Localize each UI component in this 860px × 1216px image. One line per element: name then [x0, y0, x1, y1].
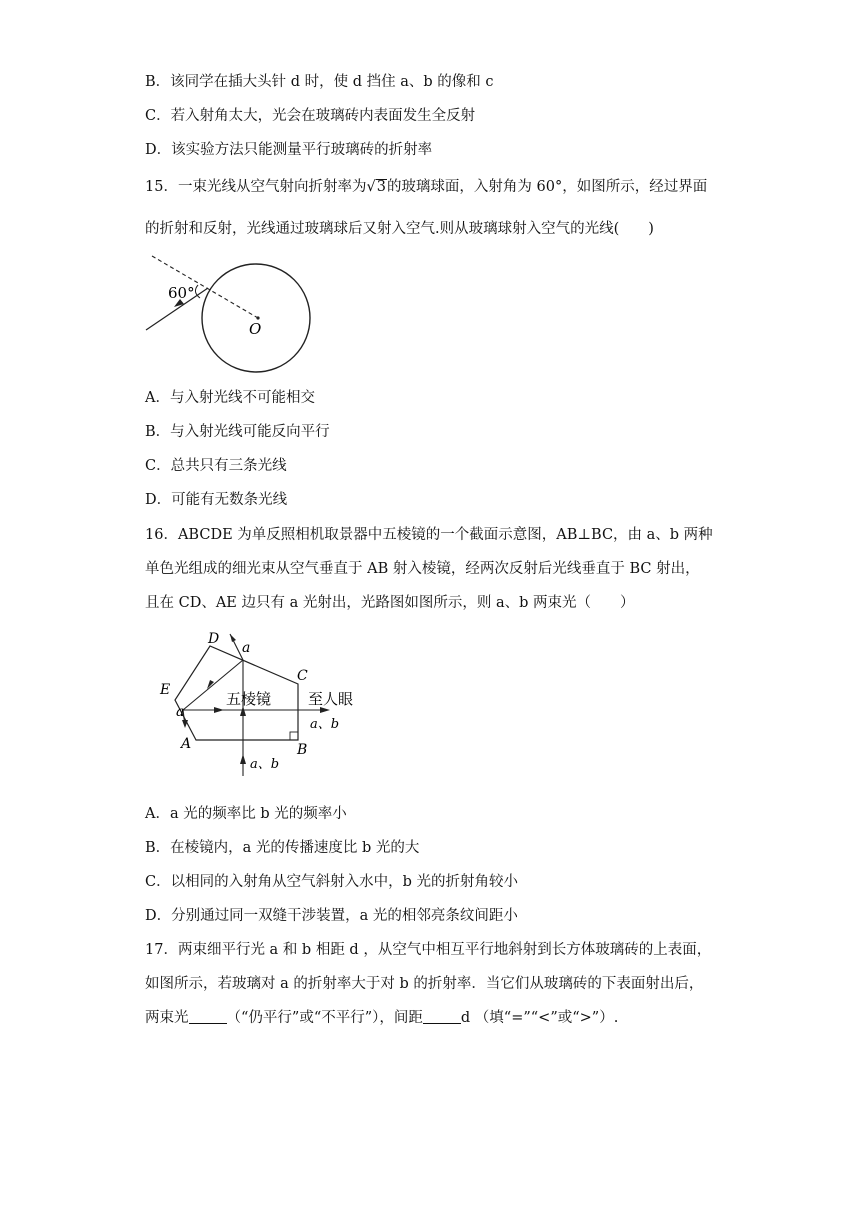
q16-stem-line2: 单色光组成的细光束从空气垂直于 AB 射入棱镜，经两次反射后光线垂直于 BC 射出， — [145, 561, 700, 577]
vertex-a-label: A — [181, 736, 192, 752]
q15-option-c: C．总共只有三条光线 — [145, 458, 287, 474]
q15-option-d: D．可能有无数条光线 — [145, 492, 288, 508]
answer-blank-2[interactable] — [423, 1009, 461, 1024]
ray-a-left-label: a — [176, 704, 185, 720]
arrow-up-bottom-icon — [240, 754, 246, 764]
q17-text-a: 两束光 — [145, 1010, 189, 1026]
glass-sphere — [202, 264, 310, 372]
answer-blank-1[interactable] — [189, 1009, 227, 1024]
q14-option-b: B．该同学在插大头针 d 时，使 d 挡住 a、b 的像和 c — [145, 74, 494, 90]
sqrt-radicand: 3 — [376, 179, 386, 195]
q14-option-c: C．若入射角太大，光会在玻璃砖内表面发生全反射 — [145, 108, 476, 124]
q15-option-a: A．与入射光线不可能相交 — [145, 390, 315, 406]
q17-stem-line2: 如图所示，若玻璃对 a 的折射率大于对 b 的折射率．当它们从玻璃砖的下表面射出后， — [145, 976, 704, 992]
q16-option-c: C．以相同的入射角从空气斜射入水中，b 光的折射角较小 — [145, 874, 518, 890]
q16-stem-line3: 且在 CD、AE 边只有 a 光射出，光路图如图所示，则 a、b 两束光（ ） — [145, 595, 635, 611]
center-label: O — [249, 320, 262, 338]
q15-figure — [140, 250, 340, 380]
q16-option-b: B．在棱镜内，a 光的传播速度比 b 光的大 — [145, 840, 420, 856]
q15-stem-line1 — [145, 177, 707, 197]
q16-figure — [150, 626, 370, 781]
prism-label: 五棱镜 — [226, 690, 272, 708]
sqrt-expression: √3 — [366, 179, 386, 195]
q16-option-d: D．分别通过同一双缝干涉装置，a 光的相邻亮条纹间距小 — [145, 908, 518, 924]
vertex-b-label: B — [297, 742, 308, 758]
arrow-right-inner-icon — [214, 707, 224, 713]
ray-a-top-label: a — [242, 640, 251, 656]
vertex-c-label: C — [297, 668, 308, 684]
q15-stem-line2: 的折射和反射，光线通过玻璃球后又射入空气.则从玻璃球射入空气的光线( ) — [145, 221, 654, 237]
q15-stem-pre: 15．一束光线从空气射向折射率为 — [145, 179, 367, 195]
q17-stem-line3 — [145, 1008, 618, 1028]
eye-label: 至人眼 — [308, 690, 354, 708]
q16-stem-line1: 16．ABCDE 为单反照相机取景器中五棱镜的一个截面示意图，AB⊥BC，由 a、b 两种 — [145, 527, 713, 543]
q17-text-b: （“仍平行”或“不平行”），间距 — [226, 1010, 423, 1026]
q17-stem-line1: 17．两束细平行光 a 和 b 相距 d ，从空气中相互平行地斜射到长方体玻璃砖的上表面， — [145, 942, 712, 958]
entry-ab-label: a、b — [250, 757, 280, 772]
angle-label: 60° — [168, 284, 195, 302]
arrow-a-top-icon — [230, 634, 236, 642]
vertex-d-label: D — [208, 631, 220, 647]
q15-stem-post: 的玻璃球面，入射角为 60°，如图所示，经过界面 — [386, 179, 708, 195]
q17-text-c: d （填“=”“<”或“>”）. — [460, 1010, 619, 1026]
right-angle-mark — [290, 732, 298, 740]
exit-ab-label: a、b — [310, 717, 340, 732]
q16-option-a: A．a 光的频率比 b 光的频率小 — [145, 806, 347, 822]
vertex-e-label: E — [160, 682, 171, 698]
q14-option-d: D．该实验方法只能测量平行玻璃砖的折射率 — [145, 142, 433, 158]
q15-option-b: B．与入射光线可能反向平行 — [145, 424, 330, 440]
